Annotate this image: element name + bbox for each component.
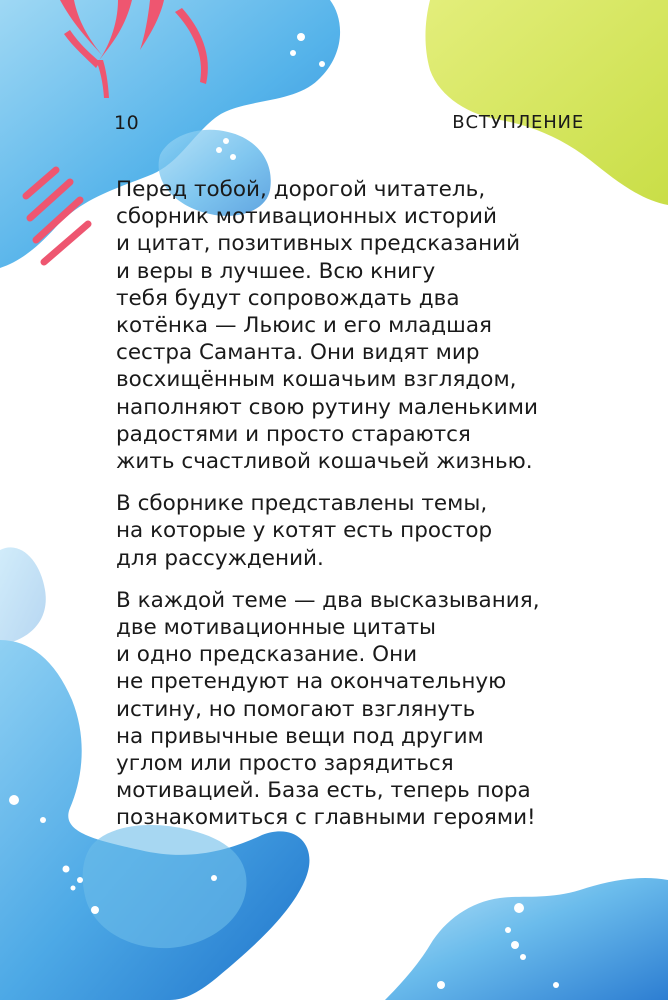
- text-line: тебя будут сопровождать два: [116, 285, 460, 311]
- text-line: наполняют свою рутину маленькими: [116, 394, 538, 420]
- text-line: и цитат, позитивных предсказаний: [116, 231, 521, 257]
- text-line: Перед тобой, дорогой читатель,: [116, 177, 486, 202]
- intro-text: [116, 176, 616, 847]
- text-line: сестра Саманта. Они видят мир: [116, 340, 480, 366]
- text-line: котёнка — Льюис и его младшая: [116, 313, 492, 339]
- blue-blob-left: [0, 547, 46, 645]
- paragraph-intro: [116, 176, 616, 475]
- text-line: В сборнике представлены темы,: [116, 491, 488, 517]
- text-line: не претендуют на окончательную: [116, 669, 507, 695]
- text-line: и веры в лучшее. Всю книгу: [116, 258, 436, 284]
- text-line: на которые у котят есть простор: [116, 518, 493, 544]
- paragraph-topics: [116, 490, 616, 572]
- text-line: для рассуждений.: [116, 545, 324, 571]
- page-header: [114, 112, 584, 142]
- text-line: и одно предсказание. Они: [116, 642, 418, 668]
- text-line: познакомиться с главными героями!: [116, 805, 536, 831]
- text-line: две мотивационные цитаты: [116, 615, 437, 641]
- blue-blob-bottom-right: [385, 878, 668, 1000]
- text-line: на привычные вещи под другим: [116, 723, 484, 749]
- page-number: 10: [114, 112, 140, 134]
- paragraph-structure: [116, 587, 616, 832]
- text-line: мотивацией. База есть, теперь пора: [116, 778, 531, 804]
- text-line: восхищённым кошачьим взглядом,: [116, 367, 517, 393]
- green-blob-top-right: [425, 0, 668, 205]
- text-line: истину, но помогают взглянуть: [116, 696, 476, 722]
- text-line: жить счастливой кошачьей жизнью.: [116, 449, 533, 475]
- text-line: радостями и просто стараются: [116, 421, 471, 447]
- text-line: В каждой теме — два высказывания,: [116, 587, 540, 613]
- text-line: сборник мотивационных историй: [116, 204, 497, 230]
- text-line: углом или просто зарядиться: [116, 751, 454, 777]
- section-title: ВСТУПЛЕНИЕ: [452, 112, 584, 133]
